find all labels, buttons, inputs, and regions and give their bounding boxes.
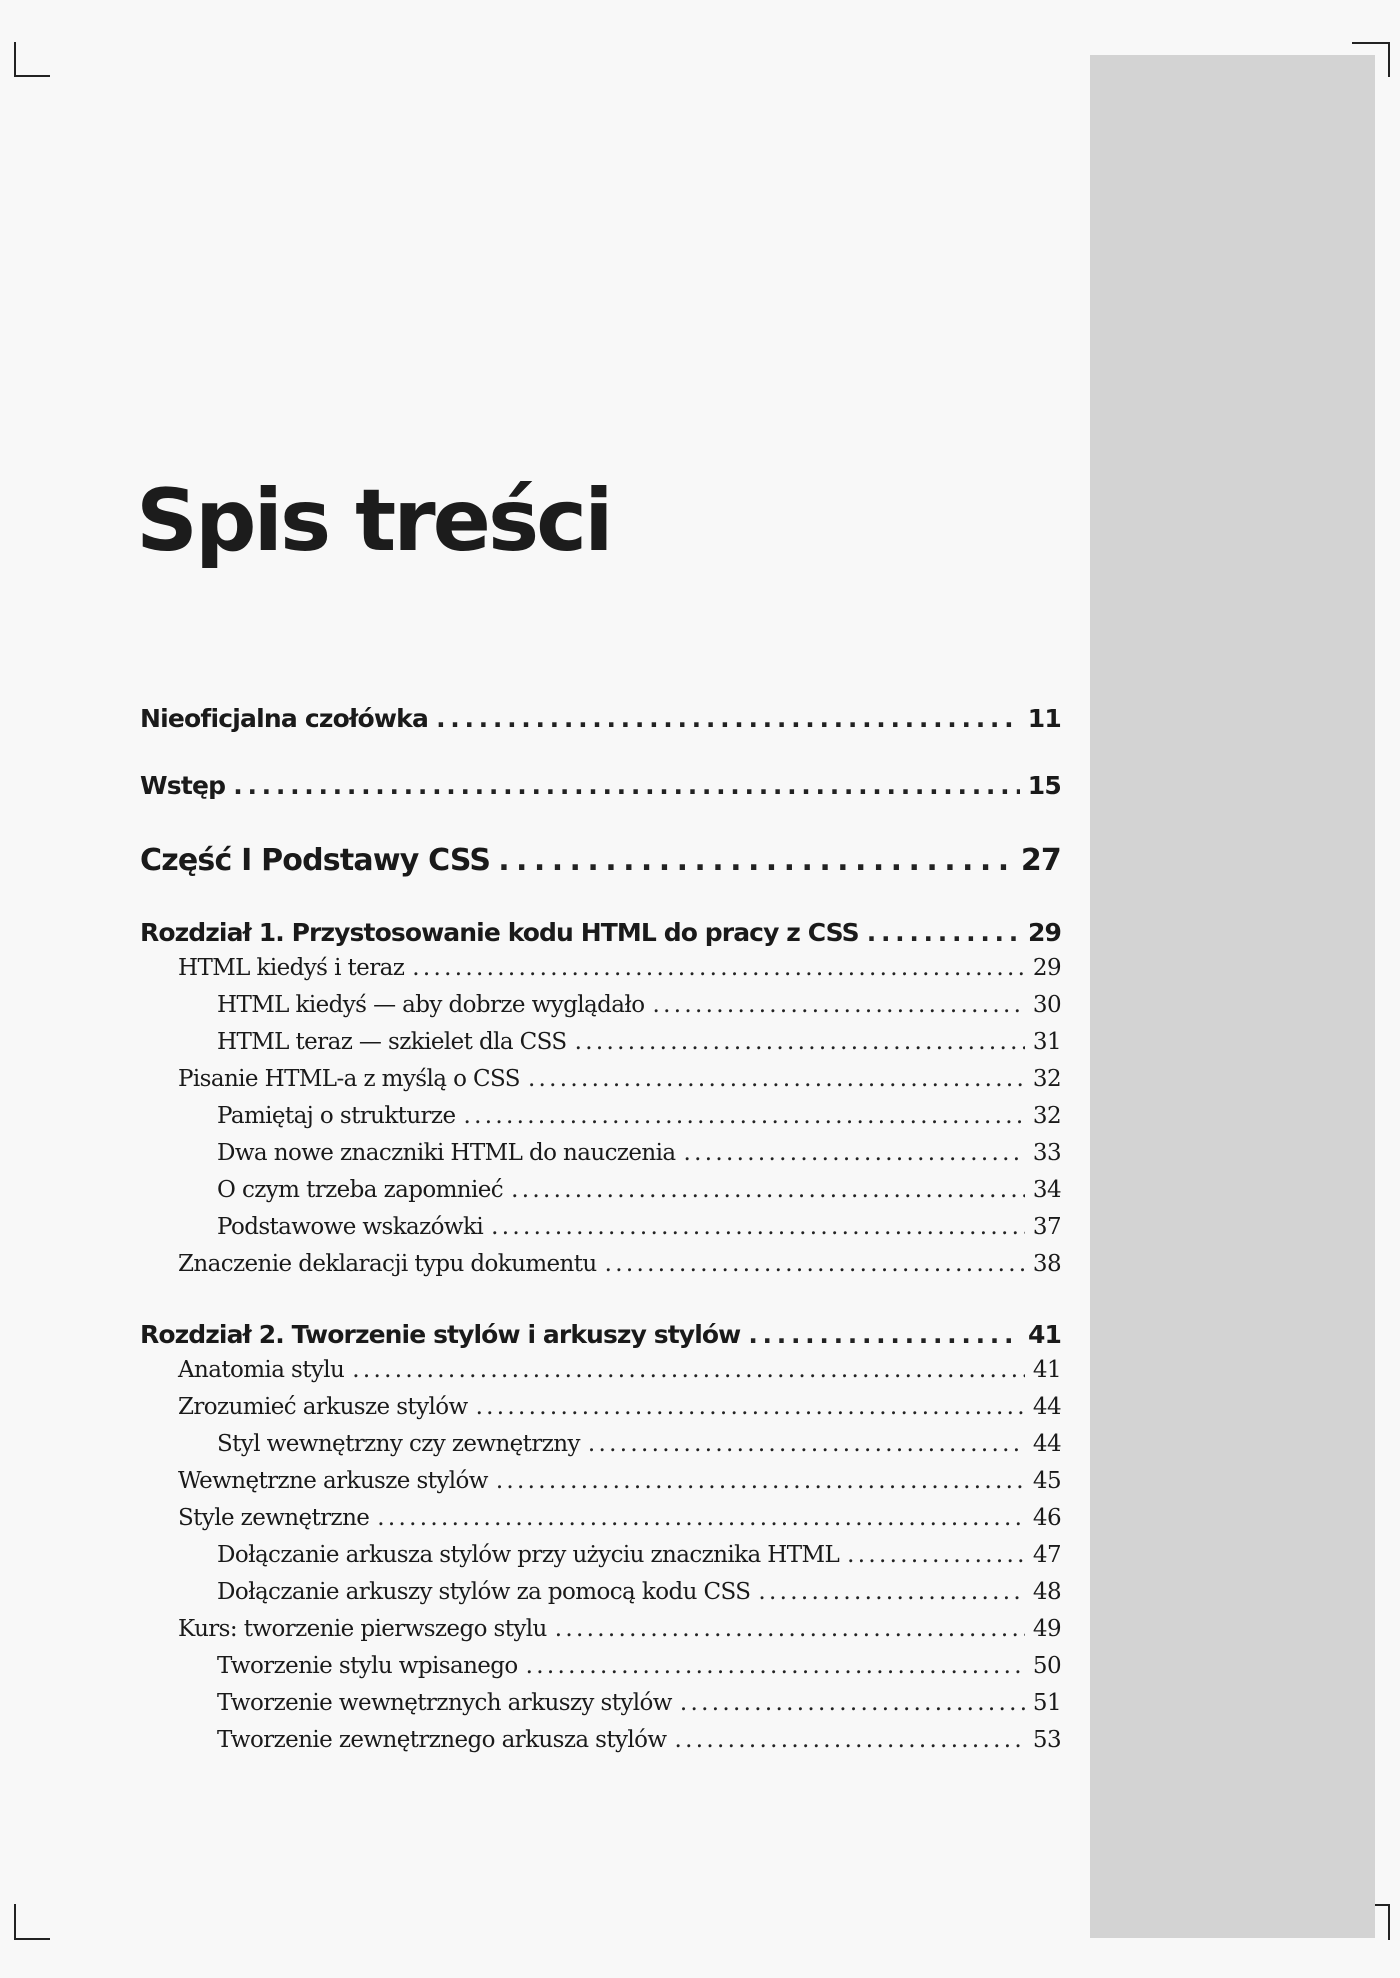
toc-entry-label: Tworzenie wewnętrznych arkuszy stylów — [217, 1690, 672, 1716]
toc-entry — [140, 955, 1061, 981]
toc-entry-page: 38 — [1032, 1251, 1061, 1277]
toc-entry-label: Dwa nowe znaczniki HTML do nauczenia — [217, 1140, 676, 1166]
toc-entry — [140, 1140, 1061, 1166]
toc-entry-page: 30 — [1032, 992, 1061, 1018]
toc-entry — [140, 1214, 1061, 1240]
toc-entry-page: 41 — [1028, 1320, 1061, 1349]
toc-entry — [140, 1394, 1061, 1420]
toc-entry — [140, 1320, 1061, 1349]
toc-entry — [140, 1357, 1061, 1383]
toc-entry-page: 11 — [1027, 704, 1061, 733]
toc-dot-leader — [463, 1103, 1024, 1129]
toc-entry-label: Wstęp — [140, 771, 226, 800]
toc-entry-page: 34 — [1032, 1177, 1061, 1203]
toc-entry-label: Zrozumieć arkusze stylów — [178, 1394, 468, 1420]
toc-entry — [140, 992, 1061, 1018]
toc-entry — [140, 918, 1061, 947]
toc-entry-page: 44 — [1032, 1394, 1061, 1420]
toc-entry-page: 53 — [1032, 1727, 1061, 1753]
toc-entry-label: Nieoficjalna czołówka — [140, 704, 429, 733]
toc-entry — [140, 771, 1061, 800]
toc-entry-label: Znaczenie deklaracji typu dokumentu — [178, 1251, 597, 1277]
toc-entry-label: Podstawowe wskazówki — [217, 1214, 484, 1240]
toc-dot-leader — [412, 955, 1025, 981]
toc-entry — [140, 1103, 1061, 1129]
toc-entry-page: 47 — [1032, 1542, 1061, 1568]
toc-dot-leader — [748, 1320, 1020, 1349]
toc-entry-label: Tworzenie stylu wpisanego — [217, 1653, 518, 1679]
toc-entry — [140, 1029, 1061, 1055]
toc-entry — [140, 1251, 1061, 1277]
toc-entry-page: 51 — [1032, 1690, 1061, 1716]
page-title: Spis treści — [136, 471, 611, 571]
toc-entry — [140, 1579, 1061, 1605]
toc-dot-leader — [680, 1690, 1025, 1716]
toc-dot-leader — [675, 1727, 1025, 1753]
toc-dot-leader — [436, 704, 1020, 733]
toc-entry-label: Wewnętrzne arkusze stylów — [178, 1468, 488, 1494]
toc-entry-label: Dołączanie arkusza stylów przy użyciu znacznika HTML — [217, 1542, 840, 1568]
toc-dot-leader — [528, 1066, 1025, 1092]
toc-entry-label: Część I Podstawy CSS — [140, 843, 491, 878]
toc-entry-label: O czym trzeba zapomnieć — [217, 1177, 504, 1203]
toc-entry-label: Anatomia stylu — [178, 1357, 345, 1383]
toc-entry-label: Rozdział 2. Tworzenie stylów i arkuszy stylów — [140, 1320, 741, 1349]
toc-entry-page: 44 — [1032, 1431, 1061, 1457]
toc-entry-page: 45 — [1032, 1468, 1061, 1494]
toc-entry — [140, 1727, 1061, 1753]
toc-entry-label: Pisanie HTML-a z myślą o CSS — [178, 1066, 520, 1092]
toc-entry-page: 15 — [1027, 771, 1061, 800]
toc-entry-page: 48 — [1032, 1579, 1061, 1605]
toc-entry-page: 49 — [1032, 1616, 1061, 1642]
toc-dot-leader — [491, 1214, 1025, 1240]
toc-dot-leader — [498, 843, 1013, 878]
toc-entry — [140, 1177, 1061, 1203]
toc-entry — [140, 1616, 1061, 1642]
toc-dot-leader — [575, 1029, 1025, 1055]
toc-entry — [140, 1690, 1061, 1716]
toc-entry — [140, 1653, 1061, 1679]
toc-dot-leader — [847, 1542, 1025, 1568]
toc-entry-page: 50 — [1032, 1653, 1061, 1679]
toc-dot-leader — [496, 1468, 1025, 1494]
toc-entry-page: 41 — [1032, 1357, 1061, 1383]
toc-entry-label: Tworzenie zewnętrznego arkusza stylów — [217, 1727, 667, 1753]
toc-entry-label: Rozdział 1. Przystosowanie kodu HTML do pracy z CSS — [140, 918, 859, 947]
toc-dot-leader — [352, 1357, 1025, 1383]
toc-entry-page: 27 — [1020, 843, 1061, 878]
toc-dot-leader — [605, 1251, 1025, 1277]
toc-entry-label: Dołączanie arkuszy stylów za pomocą kodu CSS — [217, 1579, 751, 1605]
toc-dot-leader — [511, 1177, 1025, 1203]
toc-dot-leader — [526, 1653, 1025, 1679]
toc-dot-leader — [588, 1431, 1025, 1457]
toc-dot-leader — [476, 1394, 1025, 1420]
toc-dot-leader — [867, 918, 1020, 947]
toc-dot-leader — [555, 1616, 1025, 1642]
toc-dot-leader — [683, 1140, 1024, 1166]
toc-entry-page: 46 — [1032, 1505, 1061, 1531]
toc-entry-label: HTML kiedyś — aby dobrze wyglądało — [217, 992, 645, 1018]
toc-dot-leader — [233, 771, 1020, 800]
toc-entry-label: Kurs: tworzenie pierwszego stylu — [178, 1616, 547, 1642]
toc-entry — [140, 704, 1061, 733]
toc-entry — [140, 1066, 1061, 1092]
toc-entry-page: 37 — [1032, 1214, 1061, 1240]
toc-entry-label: Styl wewnętrzny czy zewnętrzny — [217, 1431, 580, 1457]
side-thumb-band — [1090, 55, 1375, 1938]
toc-entry-page: 32 — [1032, 1103, 1061, 1129]
toc-entry-page: 31 — [1032, 1029, 1061, 1055]
toc-dot-leader — [377, 1505, 1025, 1531]
toc-entry — [140, 1505, 1061, 1531]
toc-entry-page: 33 — [1032, 1140, 1061, 1166]
toc-entry — [140, 1431, 1061, 1457]
toc-entry-label: Style zewnętrzne — [178, 1505, 370, 1531]
toc-entry — [140, 1468, 1061, 1494]
toc-entry-page: 29 — [1032, 955, 1061, 981]
toc-dot-leader — [652, 992, 1024, 1018]
toc-entry-label: Pamiętaj o strukturze — [217, 1103, 456, 1129]
toc-entry-label: HTML teraz — szkielet dla CSS — [217, 1029, 567, 1055]
toc-entry-page: 32 — [1032, 1066, 1061, 1092]
toc-entry-label: HTML kiedyś i teraz — [178, 955, 405, 981]
toc-dot-leader — [758, 1579, 1025, 1605]
toc-entry — [140, 1542, 1061, 1568]
toc-entry — [140, 843, 1061, 878]
toc-entry-page: 29 — [1028, 918, 1061, 947]
